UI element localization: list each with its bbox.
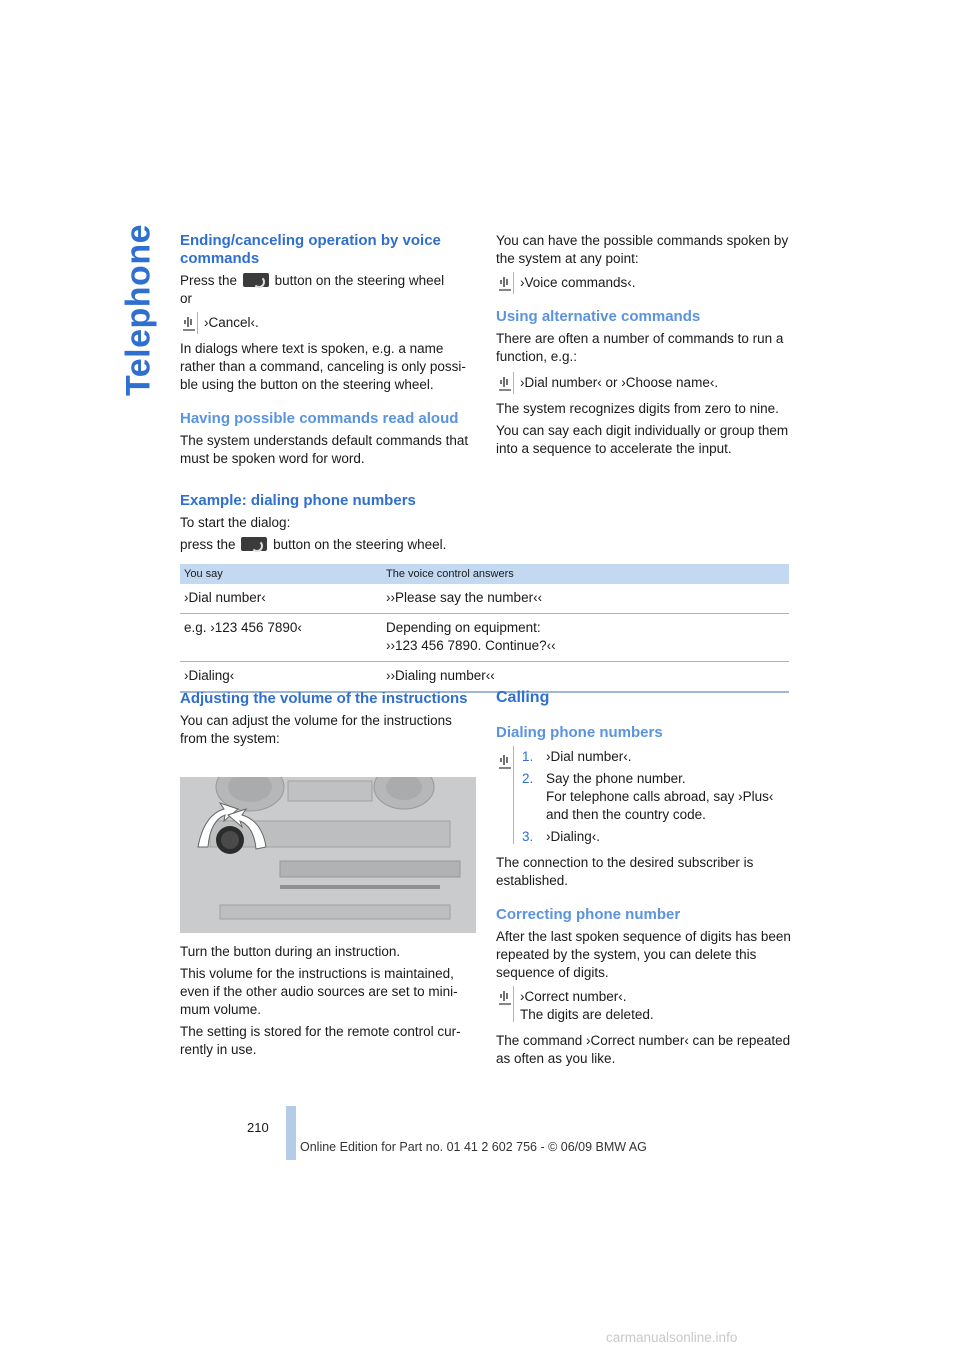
dialing-steps (496, 748, 792, 846)
footer-bar (286, 1106, 296, 1160)
alt-paragraph-2: The system recognizes digits from zero to nine. (496, 401, 779, 416)
volume-paragraph-1: You can adjust the volume for the instructions from the system: (180, 713, 452, 746)
volume-paragraph-3: This volume for the instructions is maintained, even if the other audio sources are set to mini- mum volume. (180, 966, 458, 1017)
list-item: 3. ›Dialing‹. (522, 829, 601, 844)
voice-command-list: ›Voice commands‹. (496, 274, 792, 292)
example-paragraph-1: To start the dialog: (180, 515, 291, 530)
voice-command-correct: ›Correct number‹. The digits are deleted. (496, 988, 792, 1024)
command-text: ›Cancel‹. (204, 315, 259, 330)
table-cell-answer: ››Dialing number‹‹ (382, 662, 789, 693)
example-paragraph-2: press the button on the steering wheel. (180, 537, 447, 552)
table-row (180, 614, 789, 662)
table-row (180, 584, 789, 614)
heading-example: Example: dialing phone numbers (180, 492, 416, 509)
section-side-tab (118, 224, 160, 396)
voice-dialog-table (180, 564, 789, 693)
voice-command-icon (498, 752, 512, 770)
right-column-bottom (496, 688, 792, 1068)
correct-paragraph: After the last spoken sequence of digits has been repeated by the system, you can delete this sequence of digits. (496, 929, 791, 980)
table-cell-answer: ››Please say the number‹‹ (382, 584, 789, 614)
heading-ending: Ending/canceling operation by voice commands (180, 232, 441, 267)
table-header-row (180, 564, 789, 584)
voice-command-icon (498, 374, 512, 392)
table-header-you-say: You say (180, 564, 382, 584)
left-column-after-photo (180, 943, 476, 1059)
volume-paragraph-4: The setting is stored for the remote control cur- rently in use. (180, 1024, 461, 1057)
ending-paragraph-1: Press the button on the steering wheel (180, 273, 445, 288)
voice-button-icon (243, 273, 269, 287)
ending-or: or (180, 291, 193, 306)
heading-alternative: Using alternative commands (496, 308, 701, 325)
voice-commands-paragraph: You can have the possible commands spoken by the system at any point: (496, 233, 789, 266)
control-panel-photo (180, 777, 476, 933)
table-cell-answer: Depending on equipment: ››123 456 7890. Continue?‹‹ (382, 614, 789, 662)
voice-command-icon (498, 274, 512, 292)
table-cell-say: ›Dial number‹ (180, 584, 382, 614)
voice-button-icon (241, 537, 267, 551)
list-item: 2. Say the phone number. For telephone calls abroad, say ›Plus‹ and then the country code. (522, 771, 774, 822)
watermark: carmanualsonline.info (606, 1330, 738, 1345)
edition-text: Online Edition for Part no. 01 41 2 602 756 - © 06/09 BMW AG (300, 1140, 647, 1154)
heading-calling: Calling (496, 689, 550, 706)
voice-command-cancel (180, 314, 476, 332)
read-paragraph: The system understands default commands that must be spoken word for word. (180, 433, 469, 466)
table-cell-say: ›Dialing‹ (180, 662, 382, 693)
list-item: 1. ›Dial number‹. (522, 749, 632, 764)
heading-read-aloud: Having possible commands read aloud (180, 410, 459, 427)
page-number: 210 (247, 1120, 269, 1135)
table-cell-say: e.g. ›123 456 7890‹ (180, 614, 382, 662)
voice-command-alternatives: ›Dial number‹ or ›Choose name‹. (496, 374, 792, 392)
section-title: Telephone (119, 224, 158, 396)
heading-dialing: Dialing phone numbers (496, 724, 663, 741)
alt-paragraph-3: You can say each digit individually or group them into a sequence to accelerate the input. (496, 423, 789, 456)
left-column-top (180, 232, 476, 554)
heading-volume: Adjusting the volume of the instructions (180, 690, 468, 707)
volume-knob-illustration (180, 777, 476, 933)
left-column-bottom (180, 690, 476, 748)
repeat-paragraph: The command ›Correct number‹ can be repeated as often as you like. (496, 1033, 791, 1066)
table-header-answers: The voice control answers (382, 564, 789, 584)
voice-command-icon (182, 314, 196, 332)
ending-paragraph-2: In dialogs where text is spoken, e.g. a name rather than a command, canceling is only possi- ble using the button on the steering wheel. (180, 341, 466, 392)
volume-paragraph-2: Turn the button during an instruction. (180, 944, 401, 959)
right-column-top (496, 232, 792, 458)
connection-paragraph: The connection to the desired subscriber is established. (496, 855, 754, 888)
alt-paragraph-1: There are often a number of commands to run a function, e.g.: (496, 331, 784, 364)
heading-correcting: Correcting phone number (496, 906, 681, 923)
voice-command-icon (498, 988, 512, 1006)
